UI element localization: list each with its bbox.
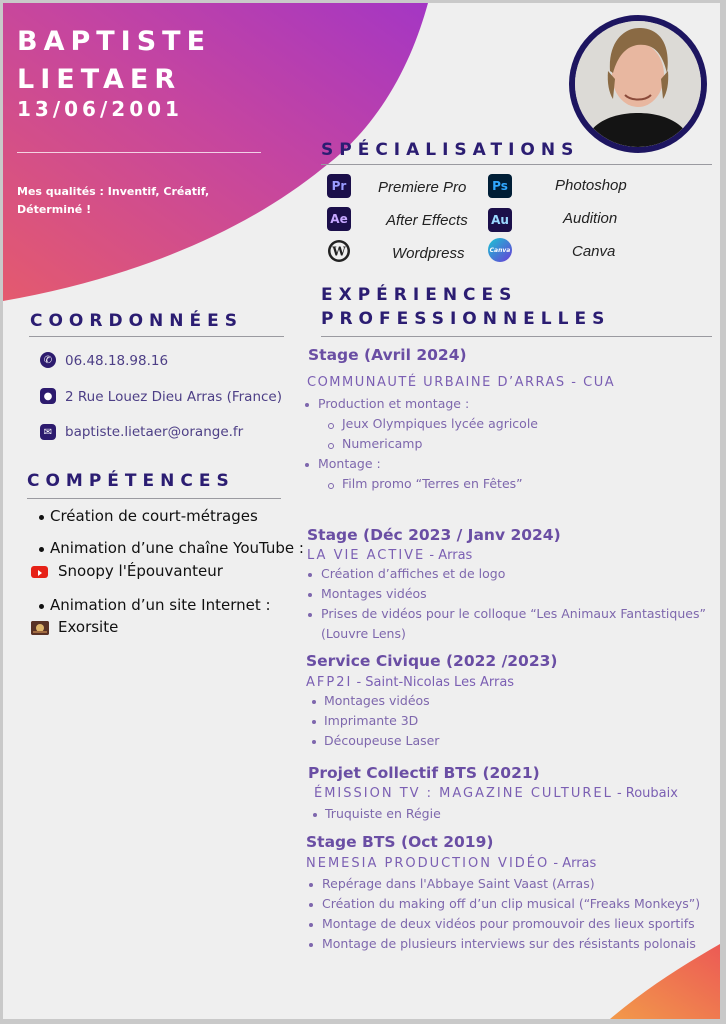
photoshop-icon: Ps: [488, 174, 512, 198]
experience-subtask: Jeux Olympiques lycée agricole: [342, 416, 538, 431]
software-label: Audition: [563, 210, 618, 227]
experience-task: Création du making off d’un clip musical (“Freaks Monkeys”): [322, 896, 701, 911]
wordpress-icon: [327, 239, 351, 263]
software-label: Premiere Pro: [378, 179, 467, 196]
coordonnees-title: COORDONNÉES: [30, 311, 243, 331]
phone-number[interactable]: 06.48.18.98.16: [65, 353, 169, 369]
canva-icon: Canva: [488, 238, 512, 262]
experience-organization: ÉMISSION TV : MAGAZINE CULTUREL - Roubaix: [314, 786, 678, 801]
experience-task: Prises de vidéos pour le colloque “Les Animaux Fantastiques”: [321, 606, 706, 621]
first-name: BAPTISTE: [17, 26, 212, 57]
address: 2 Rue Louez Dieu Arras (France): [65, 389, 283, 405]
experience-organization: LA VIE ACTIVE - Arras: [307, 548, 473, 563]
experience-task: Repérage dans l'Abbaye Saint Vaast (Arras): [322, 876, 595, 891]
experience-heading: Service Civique (2022 /2023): [306, 652, 558, 670]
software-label: Canva: [572, 243, 616, 260]
experience-task: Découpeuse Laser: [324, 733, 440, 748]
experience-subtask: Film promo “Terres en Fêtes”: [342, 476, 523, 491]
experience-task: Imprimante 3D: [324, 713, 419, 728]
experience-task: Production et montage :: [318, 396, 470, 411]
header-divider: [17, 152, 261, 153]
experience-task: Montage de deux vidéos pour promouvoir des lieux sportifs: [322, 916, 695, 931]
experience-task: Montage :: [318, 456, 381, 471]
specialisations-divider: [321, 164, 712, 165]
skill-item: Animation d’un site Internet :: [50, 596, 271, 614]
email-icon: ✉: [40, 424, 56, 440]
qualities-text: Mes qualités : Inventif, Créatif, Déterminé !: [17, 185, 210, 216]
experience-task: Création d’affiches et de logo: [321, 566, 506, 581]
experience-task: Montages vidéos: [324, 693, 430, 708]
competences-title: COMPÉTENCES: [27, 471, 235, 491]
website-thumbnail-icon: [31, 621, 49, 635]
birth-date: 13/06/2001: [17, 97, 183, 121]
person-portrait: [575, 21, 701, 147]
specialisations-title: SPÉCIALISATIONS: [321, 140, 580, 160]
last-name: LIETAER: [17, 64, 182, 95]
experience-task: Montages vidéos: [321, 586, 427, 601]
experience-subtask: Numericamp: [342, 436, 423, 451]
audition-icon: Au: [488, 208, 512, 232]
software-label: Photoshop: [555, 177, 627, 194]
after-effects-icon: Ae: [327, 207, 351, 231]
corner-decoration: [610, 944, 720, 1019]
skill-item: Création de court-métrages: [50, 507, 258, 525]
website-link[interactable]: Exorsite: [58, 618, 119, 636]
experience-heading: Projet Collectif BTS (2021): [308, 764, 540, 782]
coordonnees-divider: [29, 336, 284, 337]
experience-organization: COMMUNAUTÉ URBAINE D’ARRAS - CUA: [307, 375, 616, 390]
experience-heading: Stage BTS (Oct 2019): [306, 833, 494, 851]
youtube-channel-link[interactable]: Snoopy l'Épouvanteur: [58, 562, 223, 580]
skill-item: Animation d’une chaîne YouTube :: [50, 539, 304, 557]
experience-task: Truquiste en Régie: [325, 806, 441, 821]
youtube-icon: [31, 566, 48, 578]
software-label: Wordpress: [392, 245, 465, 262]
experiences-title: EXPÉRIENCES PROFESSIONNELLES: [321, 285, 611, 329]
email-link[interactable]: baptiste.lietaer@orange.fr: [65, 424, 244, 440]
experiences-divider: [321, 336, 712, 337]
experience-task-continued: (Louvre Lens): [321, 626, 406, 641]
resume-page: [3, 3, 720, 1019]
svg-text:W: W: [332, 244, 346, 259]
competences-divider: [27, 498, 281, 499]
location-pin-icon: ●: [40, 388, 56, 404]
experience-heading: Stage (Avril 2024): [308, 346, 467, 364]
software-label: After Effects: [386, 212, 468, 229]
experience-organization: NEMESIA PRODUCTION VIDÉO - Arras: [306, 856, 597, 871]
phone-icon: ✆: [40, 352, 56, 368]
premiere-pro-icon: Pr: [327, 174, 351, 198]
profile-photo: [569, 15, 707, 153]
experience-organization: AFP2I - Saint-Nicolas Les Arras: [306, 675, 515, 690]
experience-task: Montage de plusieurs interviews sur des résistants polonais: [322, 936, 696, 951]
experience-heading: Stage (Déc 2023 / Janv 2024): [307, 526, 561, 544]
candidate-name: [17, 23, 211, 99]
